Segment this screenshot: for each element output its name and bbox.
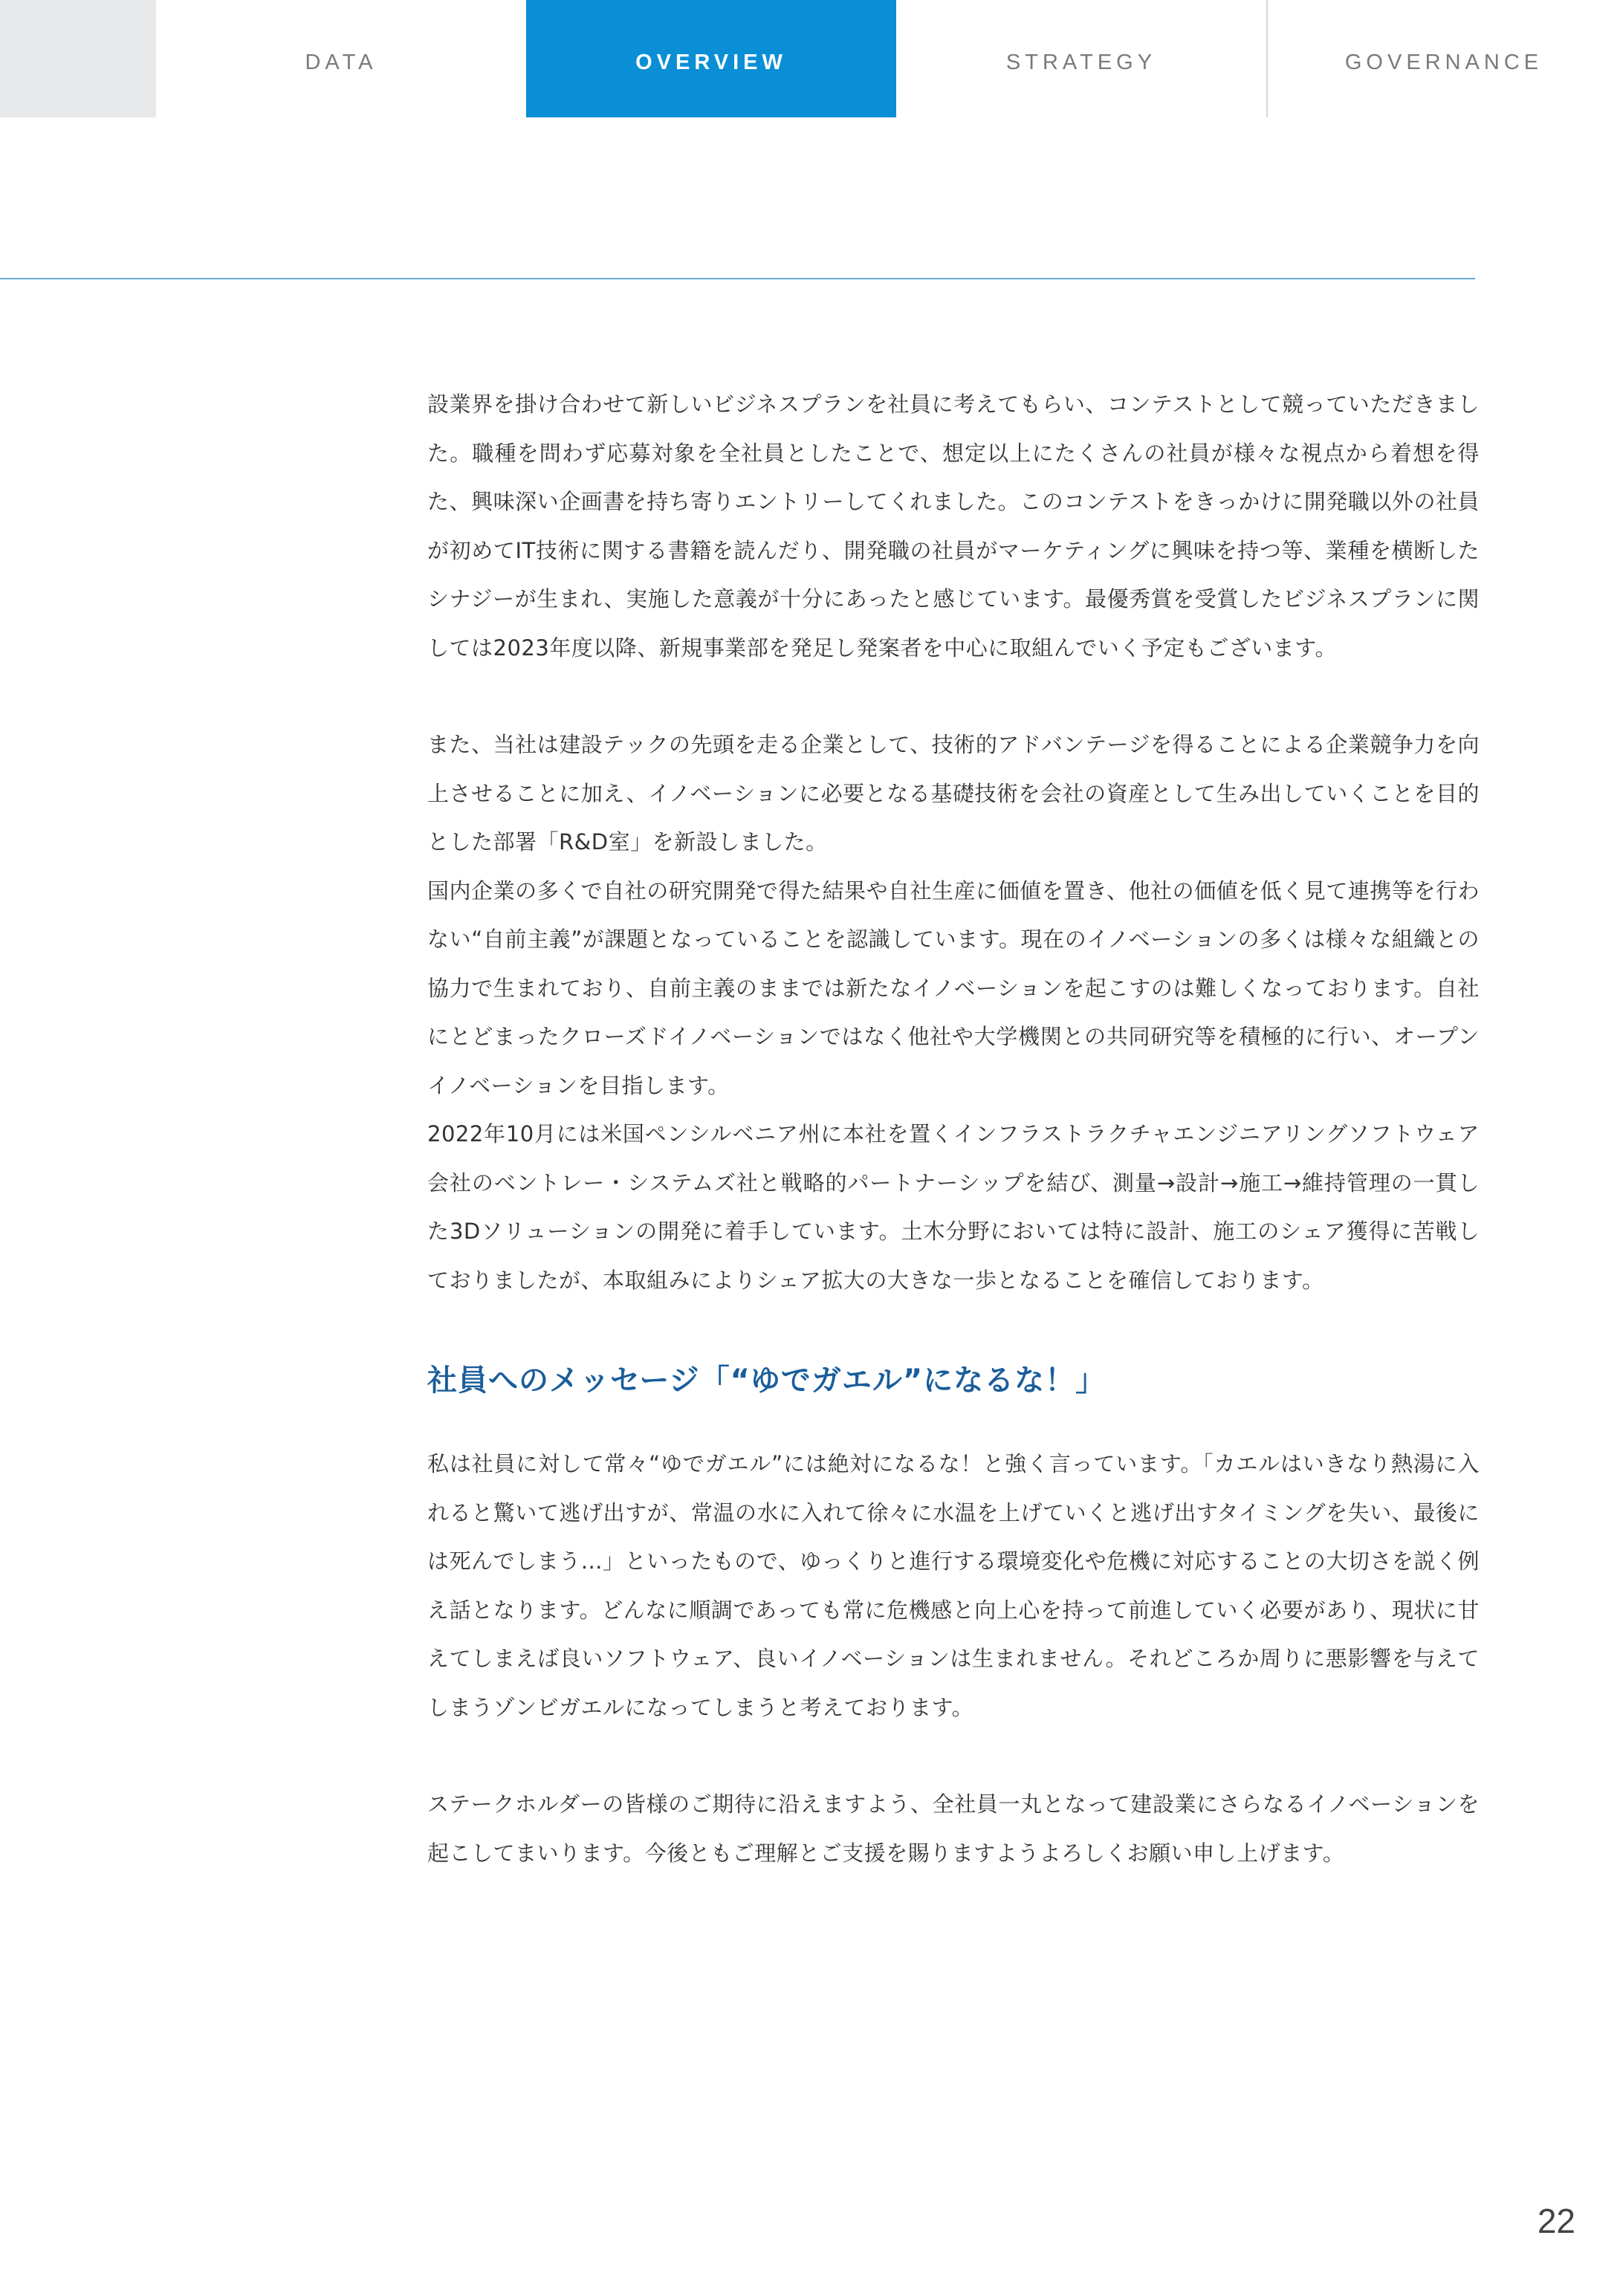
nav-corner-block — [0, 0, 156, 117]
section-heading: 社員へのメッセージ「“ゆでガエル”になるな！」 — [427, 1363, 1107, 1398]
body-paragraph: 2022年10月には米国ペンシルベニア州に本社を置くインフラストラクチャエンジニアリングソフトウェア会社のベントレー・システムズ社と戦略的パートナーシップを結び、測量→設計→施工→維持管理の一貫した3Dソリューションの開発に着手しています。土木分野においては特に設計、施工のシェア獲得に苦戦しておりましたが、本取組みによりシェア拡大の大きな一歩となることを確信しております。 — [427, 1121, 1480, 1293]
header-divider — [0, 278, 1475, 279]
body-paragraph: 国内企業の多くで自社の研究開発で得た結果や自社生産に価値を置き、他社の価値を低く見て連携等を行わない“自前主義”が課題となっていることを認識しています。現在のイノベーションの多くは様々な組織との協力で生まれており、自前主義のままでは新たなイノベーションを起こすのは難しくなっております。自社にとどまったクローズドイノベーションではなく他社や大学機関との共同研究等を積極的に行い、オープンイノベーションを目指します。 — [427, 878, 1480, 1098]
tab-governance[interactable]: GOVERNANCE — [1266, 0, 1620, 117]
page-number: 22 — [1537, 2202, 1575, 2240]
main-content — [427, 380, 1480, 1878]
top-navigation — [0, 0, 1620, 117]
body-paragraph: 設業界を掛け合わせて新しいビジネスプランを社員に考えてもらい、コンテストとして競っていただきました。職種を問わず応募対象を全社員としたことで、想定以上にたくさんの社員が様々な視点から着想を得た、興味深い企画書を持ち寄りエントリーしてくれました。このコンテストをきっかけに開発職以外の社員が初めてIT技術に関する書籍を読んだり、開発職の社員がマーケティングに興味を持つ等、業種を横断したシナジーが生まれ、実施した意義が十分にあったと感じています。最優秀賞を受賞したビジネスプランに関しては2023年度以降、新規事業部を発足し発案者を中心に取組んでいく予定もございます。 — [427, 392, 1480, 661]
body-paragraph: ステークホルダーの皆様のご期待に沿えますよう、全社員一丸となって建設業にさらなるイノベーションを起こしてまいります。今後ともご理解とご支援を賜りますようよろしくお願い申し上げます。 — [427, 1791, 1480, 1866]
body-paragraph: 私は社員に対して常々“ゆでガエル”には絶対になるな！と強く言っています。「カエルはいきなり熱湯に入れると驚いて逃げ出すが、常温の水に入れて徐々に水温を上げていくと逃げ出すタイミングを失い、最後には死んでしまう…」といったもので、ゆっくりと進行する環境変化や危機に対応することの大切さを説く例え話となります。どんなに順調であっても常に危機感と向上心を持って前進していく必要があり、現状に甘えてしまえば良いソフトウェア、良いイノベーションは生まれません。それどころか周りに悪影響を与えてしまうゾンビガエルになってしまうと考えております。 — [427, 1451, 1480, 1720]
tab-data[interactable]: DATA — [305, 50, 378, 74]
tab-strategy[interactable]: STRATEGY — [1005, 50, 1157, 74]
body-paragraph: また、当社は建設テックの先頭を走る企業として、技術的アドバンテージを得ることによる企業競争力を向上させることに加え、イノベーションに必要となる基礎技術を会社の資産として生み出していくことを目的とした部署「R&D室」を新設しました。 — [427, 732, 1480, 854]
tab-overview[interactable]: OVERVIEW — [526, 0, 896, 117]
